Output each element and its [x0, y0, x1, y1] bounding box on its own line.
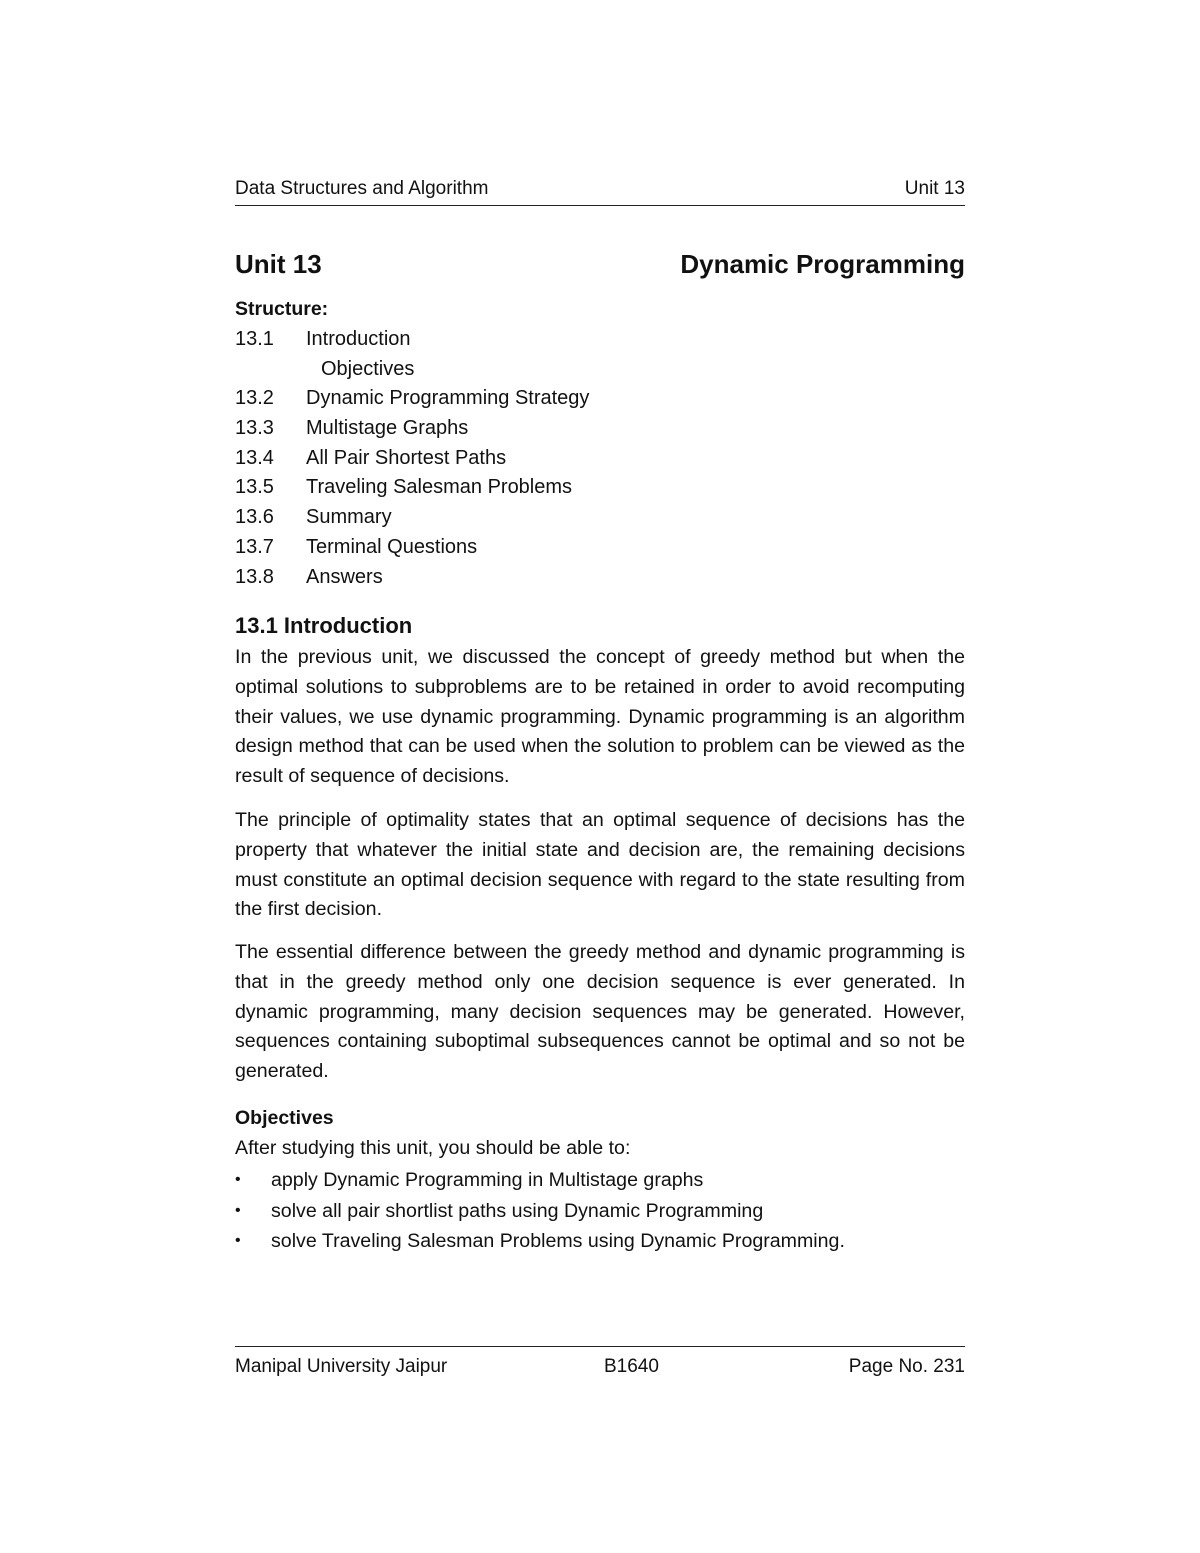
bullet-icon: • — [235, 1171, 241, 1188]
toc-item-number: 13.3 — [235, 417, 274, 440]
toc-item-number: 13.6 — [235, 506, 274, 529]
toc-item-number: 13.2 — [235, 387, 274, 410]
footer-page-number: Page No. 231 — [848, 1356, 965, 1377]
toc-item — [235, 533, 965, 563]
objective-text: solve Traveling Salesman Problems using Dynamic Programming. — [271, 1230, 845, 1252]
bullet-icon: • — [235, 1232, 241, 1249]
objective-item — [235, 1226, 965, 1257]
objectives-intro: After studying this unit, you should be able to: — [235, 1137, 631, 1159]
footer-university: Manipal University Jaipur — [235, 1356, 448, 1377]
toc-item-label: Multistage Graphs — [306, 417, 469, 440]
toc-item — [235, 414, 965, 444]
objective-text: apply Dynamic Programming in Multistage graphs — [271, 1169, 704, 1191]
toc-item-label: Summary — [306, 506, 392, 529]
unit-number: Unit 13 — [235, 249, 322, 279]
page-footer — [235, 1346, 965, 1381]
toc-item — [235, 325, 965, 355]
header-unit-label: Unit 13 — [904, 178, 965, 199]
toc-item — [235, 444, 965, 474]
toc-item-number: 13.1 — [235, 328, 274, 350]
objective-item — [235, 1165, 965, 1196]
toc-item-label: Dynamic Programming Strategy — [306, 387, 590, 410]
header-book-title: Data Structures and Algorithm — [235, 178, 489, 199]
toc-item-label: Terminal Questions — [306, 535, 478, 558]
structure-label: Structure: — [235, 298, 329, 320]
bullet-icon: • — [235, 1201, 241, 1219]
objective-text: solve all pair shortlist paths using Dynamic Programming — [271, 1199, 764, 1222]
intro-paragraph: The essential difference between the greedy method and dynamic programming is that in the greedy method only one decision sequence is ever generated. In dynamic programming, many decision sequences may be generated. However, sequences containing suboptimal subsequences cannot be optimal and so not be generated. — [235, 941, 965, 1083]
toc-item-number: 13.8 — [235, 565, 274, 588]
toc-item-number: 13.7 — [235, 535, 274, 558]
objective-item — [235, 1196, 965, 1227]
toc-item-label: All Pair Shortest Paths — [306, 446, 507, 469]
toc-item — [235, 563, 965, 593]
footer-course-code: B1640 — [604, 1356, 659, 1377]
unit-title-row — [235, 248, 965, 280]
objectives-list — [235, 1165, 965, 1257]
running-header — [235, 177, 965, 206]
intro-paragraph: In the previous unit, we discussed the concept of greedy method but when the optimal solutions to subproblems are to be retained in order to avoid recomputing their values, we use dynamic programming. Dynamic programming is an algorithm design method that can be used when the solution to problem can be viewed as the result of sequence of decisions. — [235, 646, 965, 788]
toc-item-label: Objectives — [321, 357, 415, 380]
toc-item — [235, 473, 965, 503]
toc-item — [235, 355, 965, 385]
toc-item-label: Traveling Salesman Problems — [306, 476, 573, 499]
toc-item-number: 13.4 — [235, 446, 274, 469]
unit-name: Dynamic Programming — [680, 249, 965, 279]
intro-paragraph: The principle of optimality states that an optimal sequence of decisions has the property that whatever the initial state and decision are, the remaining decisions must constitute an optimal decision sequence with regard to the state resulting from the first decision. — [235, 809, 965, 921]
toc-item-label: Introduction — [306, 328, 411, 350]
toc-item — [235, 384, 965, 414]
structure-list — [235, 325, 965, 592]
section-heading-introduction: 13.1 Introduction — [235, 613, 413, 638]
toc-item-number: 13.5 — [235, 476, 274, 499]
toc-item — [235, 503, 965, 533]
toc-item-label: Answers — [306, 565, 383, 588]
objectives-heading: Objectives — [235, 1107, 334, 1129]
